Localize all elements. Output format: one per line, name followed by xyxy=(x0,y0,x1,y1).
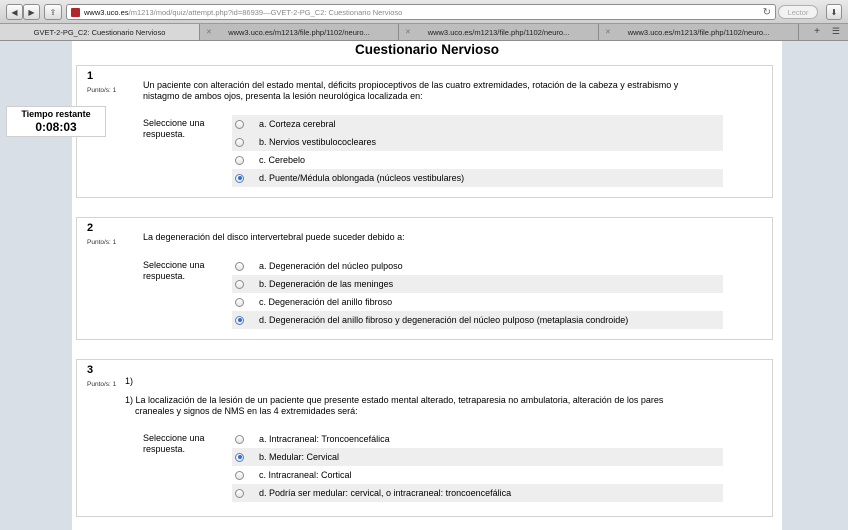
address-bar[interactable] xyxy=(66,4,776,20)
tab-overflow-icon[interactable]: ☰ xyxy=(831,26,840,36)
radio-button[interactable] xyxy=(235,156,244,165)
reader-button[interactable]: Lector xyxy=(778,5,818,19)
question-text xyxy=(125,395,725,417)
answer-option[interactable] xyxy=(232,169,723,187)
answer-option[interactable] xyxy=(232,257,723,275)
answer-list xyxy=(232,115,723,187)
timer-value: 0:08:03 xyxy=(35,120,77,134)
radio-button[interactable] xyxy=(235,298,244,307)
address-page-title: GVET-2-PG_C2: Cuestionario Nervioso xyxy=(270,7,403,17)
answer-label: c. Cerebelo xyxy=(259,155,306,165)
question-points: Punto/s: 1 xyxy=(87,87,117,94)
tab-file-1[interactable] xyxy=(200,24,399,40)
browser-toolbar xyxy=(0,0,848,24)
back-icon[interactable]: ◀ xyxy=(6,4,23,20)
answer-option[interactable] xyxy=(232,151,723,169)
question-1 xyxy=(76,65,773,198)
question-text-line: craneales y signos de NMS en las 4 extremidades será: xyxy=(135,406,358,416)
tab-file-3[interactable] xyxy=(599,24,799,40)
question-text xyxy=(143,80,723,102)
radio-button-selected[interactable] xyxy=(235,453,244,462)
new-tab-icon[interactable]: + xyxy=(814,26,820,37)
question-text-line: nistagmo de ambos ojos, presenta la lesión neurológica localizada en: xyxy=(143,91,423,101)
answer-label: a. Degeneración del núcleo pulposo xyxy=(259,261,403,271)
url-path: /m1213/mod/quiz/attempt.php?id=86939 xyxy=(128,7,264,17)
select-prompt-line: respuesta. xyxy=(143,129,186,139)
tab-quiz[interactable] xyxy=(0,24,200,40)
radio-button[interactable] xyxy=(235,262,244,271)
reload-icon[interactable]: ↻ xyxy=(762,7,771,18)
close-tab-icon[interactable]: ✕ xyxy=(605,29,611,36)
answer-option[interactable] xyxy=(232,430,723,448)
radio-button[interactable] xyxy=(235,489,244,498)
question-number: 2 xyxy=(87,222,94,234)
select-prompt xyxy=(143,118,205,140)
question-text-line: 1) La localización de la lesión de un paciente que presente estado mental alterado, tetraparesia no ambulatoria, alteración de los pares xyxy=(125,395,664,405)
answer-option[interactable] xyxy=(232,133,723,151)
radio-button-selected[interactable] xyxy=(235,174,244,183)
tab-label: GVET-2-PG_C2: Cuestionario Nervioso xyxy=(33,27,166,37)
timer-label: Tiempo restante xyxy=(21,109,91,119)
select-prompt-line: respuesta. xyxy=(143,271,186,281)
question-number: 3 xyxy=(87,364,94,376)
answer-option[interactable] xyxy=(232,293,723,311)
share-icon[interactable]: ⇪ xyxy=(44,4,62,20)
tab-label: www3.uco.es/m1213/file.php/1102/neuro... xyxy=(228,27,370,37)
question-text-line: Un paciente con alteración del estado mental, déficits propioceptivos de las cuatro extremidades, rotación de la cabeza y estrabismo y xyxy=(143,80,679,90)
radio-button[interactable] xyxy=(235,138,244,147)
answer-label: d. Degeneración del anillo fibroso y degeneración del núcleo pulposo (metaplasia condroide) xyxy=(259,315,629,325)
answer-option[interactable] xyxy=(232,275,723,293)
radio-button[interactable] xyxy=(235,471,244,480)
question-text-line: La degeneración del disco intervertebral puede suceder debido a: xyxy=(143,232,405,242)
question-3 xyxy=(76,359,773,517)
answer-label: d. Puente/Médula oblongada (núcleos vestibulares) xyxy=(259,173,465,183)
question-points: Punto/s: 1 xyxy=(87,381,117,388)
answer-label: d. Podría ser medular: cervical, o intracraneal: troncoencefálica xyxy=(259,488,512,498)
answer-option[interactable] xyxy=(232,448,723,466)
select-prompt-line: respuesta. xyxy=(143,444,186,454)
site-favicon-icon xyxy=(71,8,80,17)
select-prompt xyxy=(143,433,205,455)
answer-label: c. Degeneración del anillo fibroso xyxy=(259,297,393,307)
downloads-icon[interactable]: ⬇ xyxy=(826,4,842,20)
answer-option[interactable] xyxy=(232,311,723,329)
radio-button[interactable] xyxy=(235,120,244,129)
select-prompt-line: Seleccione una xyxy=(143,260,205,270)
tab-file-2[interactable] xyxy=(399,24,599,40)
answer-label: b. Nervios vestibulococleares xyxy=(259,137,377,147)
answer-label: b. Degeneración de las meninges xyxy=(259,279,394,289)
radio-button-selected[interactable] xyxy=(235,316,244,325)
tab-bar xyxy=(0,24,848,41)
answer-list xyxy=(232,430,723,502)
select-prompt xyxy=(143,260,205,282)
question-text xyxy=(143,232,723,243)
question-intro: 1) xyxy=(125,376,134,386)
answer-label: b. Medular: Cervical xyxy=(259,452,340,462)
radio-button[interactable] xyxy=(235,280,244,289)
forward-icon[interactable]: ▶ xyxy=(23,4,40,20)
question-number: 1 xyxy=(87,70,94,82)
answer-label: a. Intracraneal: Troncoencefálica xyxy=(259,434,390,444)
select-prompt-line: Seleccione una xyxy=(143,433,205,443)
quiz-page xyxy=(72,41,782,530)
question-2 xyxy=(76,217,773,340)
tab-label: www3.uco.es/m1213/file.php/1102/neuro... xyxy=(627,27,770,37)
answer-label: a. Corteza cerebral xyxy=(259,119,336,129)
url-separator: — xyxy=(263,7,271,17)
page-title: Cuestionario Nervioso xyxy=(354,42,500,57)
answer-option[interactable] xyxy=(232,115,723,133)
answer-list xyxy=(232,257,723,329)
answer-label: c. Intracraneal: Cortical xyxy=(259,470,352,480)
tab-label: www3.uco.es/m1213/file.php/1102/neuro... xyxy=(427,27,570,37)
time-remaining-panel xyxy=(6,106,106,137)
answer-option[interactable] xyxy=(232,466,723,484)
close-tab-icon[interactable]: ✕ xyxy=(405,29,411,36)
answer-option[interactable] xyxy=(232,484,723,502)
select-prompt-line: Seleccione una xyxy=(143,118,205,128)
question-points: Punto/s: 1 xyxy=(87,239,117,246)
radio-button[interactable] xyxy=(235,435,244,444)
close-tab-icon[interactable]: ✕ xyxy=(206,29,212,36)
url-host: www3.uco.es xyxy=(84,7,129,17)
